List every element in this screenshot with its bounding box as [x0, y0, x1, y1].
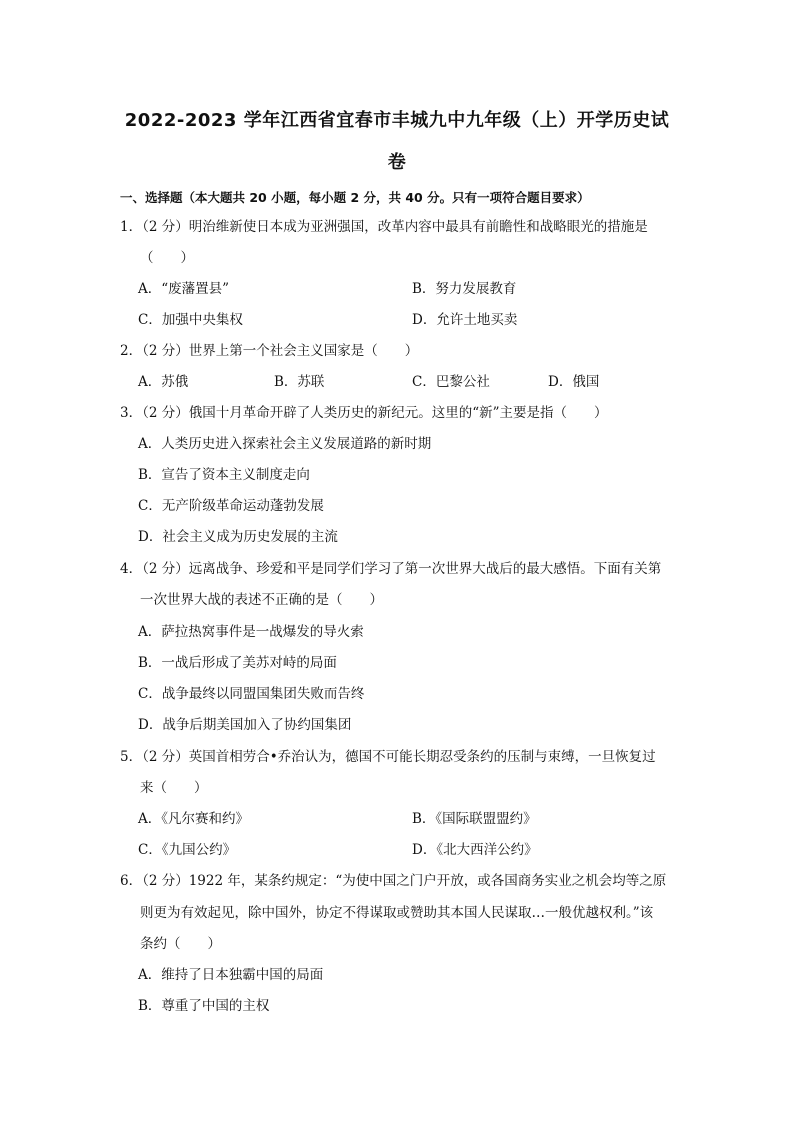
q3-option-b: B．宣告了资本主义制度走向 [138, 467, 310, 483]
section-heading: 一、选择题（本大题共 20 小题，每小题 2 分，共 40 分。只有一项符合题目要求） [120, 190, 590, 205]
q1-option-b: B．努力发展教育 [412, 281, 517, 297]
q3-option-a: A．人类历史进入探索社会主义发展道路的新时期 [138, 436, 432, 452]
q3-option-c: C．无产阶级革命运动蓬勃发展 [138, 498, 324, 514]
question-4-stem-cont: 一次世界大战的表述不正确的是（ ） [140, 592, 383, 608]
q2-option-b: B．苏联 [274, 374, 325, 390]
q1-option-a: A．“废藩置县” [138, 281, 230, 297]
q4-option-a: A．萨拉热窝事件是一战爆发的导火索 [138, 624, 364, 640]
q6-option-a: A．维持了日本独霸中国的局面 [138, 967, 324, 983]
q5-option-b: B．《国际联盟盟约》 [412, 811, 537, 827]
q6-option-b: B．尊重了中国的主权 [138, 998, 270, 1014]
exam-title-line1: 2022-2023 学年江西省宜春市丰城九中九年级（上）开学历史试 [124, 110, 670, 131]
q1-option-c: C．加强中央集权 [138, 312, 243, 328]
question-1-stem-cont: （ ） [140, 250, 194, 266]
question-6-stem: 6．（2 分）1922 年，某条约规定：“为使中国之门户开放，或各国商务实业之机会均等之原 [120, 873, 667, 889]
q2-option-d: D．俄国 [548, 374, 600, 390]
q2-option-a: A．苏俄 [138, 374, 189, 390]
exam-title-line2: 卷 [387, 152, 407, 173]
q1-option-d: D．允许土地买卖 [412, 312, 518, 328]
question-5-stem-cont: 来（ ） [140, 780, 208, 796]
q5-option-d: D．《北大西洋公约》 [412, 842, 538, 858]
q5-option-c: C．《九国公约》 [138, 842, 237, 858]
q2-option-c: C．巴黎公社 [412, 374, 490, 390]
q4-option-d: D．战争后期美国加入了协约国集团 [138, 717, 352, 733]
question-3-stem: 3．（2 分）俄国十月革命开辟了人类历史的新纪元。这里的“新”主要是指（ ） [120, 405, 608, 421]
question-6-stem-cont: 则更为有效起见，除中国外，协定不得谋取或赞助其本国人民谋取…一般优越权利。”该 [140, 905, 654, 921]
question-5-stem: 5．（2 分）英国首相劳合•乔治认为，德国不可能长期忍受条约的压制与束缚，一旦恢复过 [120, 749, 656, 765]
q3-option-d: D．社会主义成为历史发展的主流 [138, 529, 338, 545]
q4-option-b: B．一战后形成了美苏对峙的局面 [138, 655, 337, 671]
question-2-stem: 2．（2 分）世界上第一个社会主义国家是（ ） [120, 343, 419, 359]
question-1-stem: 1．（2 分）明治维新使日本成为亚洲强国，改革内容中最具有前瞻性和战略眼光的措施是 [120, 219, 648, 235]
question-6-stem-cont2: 条约（ ） [140, 936, 221, 952]
q5-option-a: A．《凡尔赛和约》 [138, 811, 249, 827]
question-4-stem: 4．（2 分）远离战争、珍爱和平是同学们学习了第一次世界大战后的最大感悟。下面有关第 [120, 561, 662, 577]
q4-option-c: C．战争最终以同盟国集团失败而告终 [138, 686, 365, 702]
